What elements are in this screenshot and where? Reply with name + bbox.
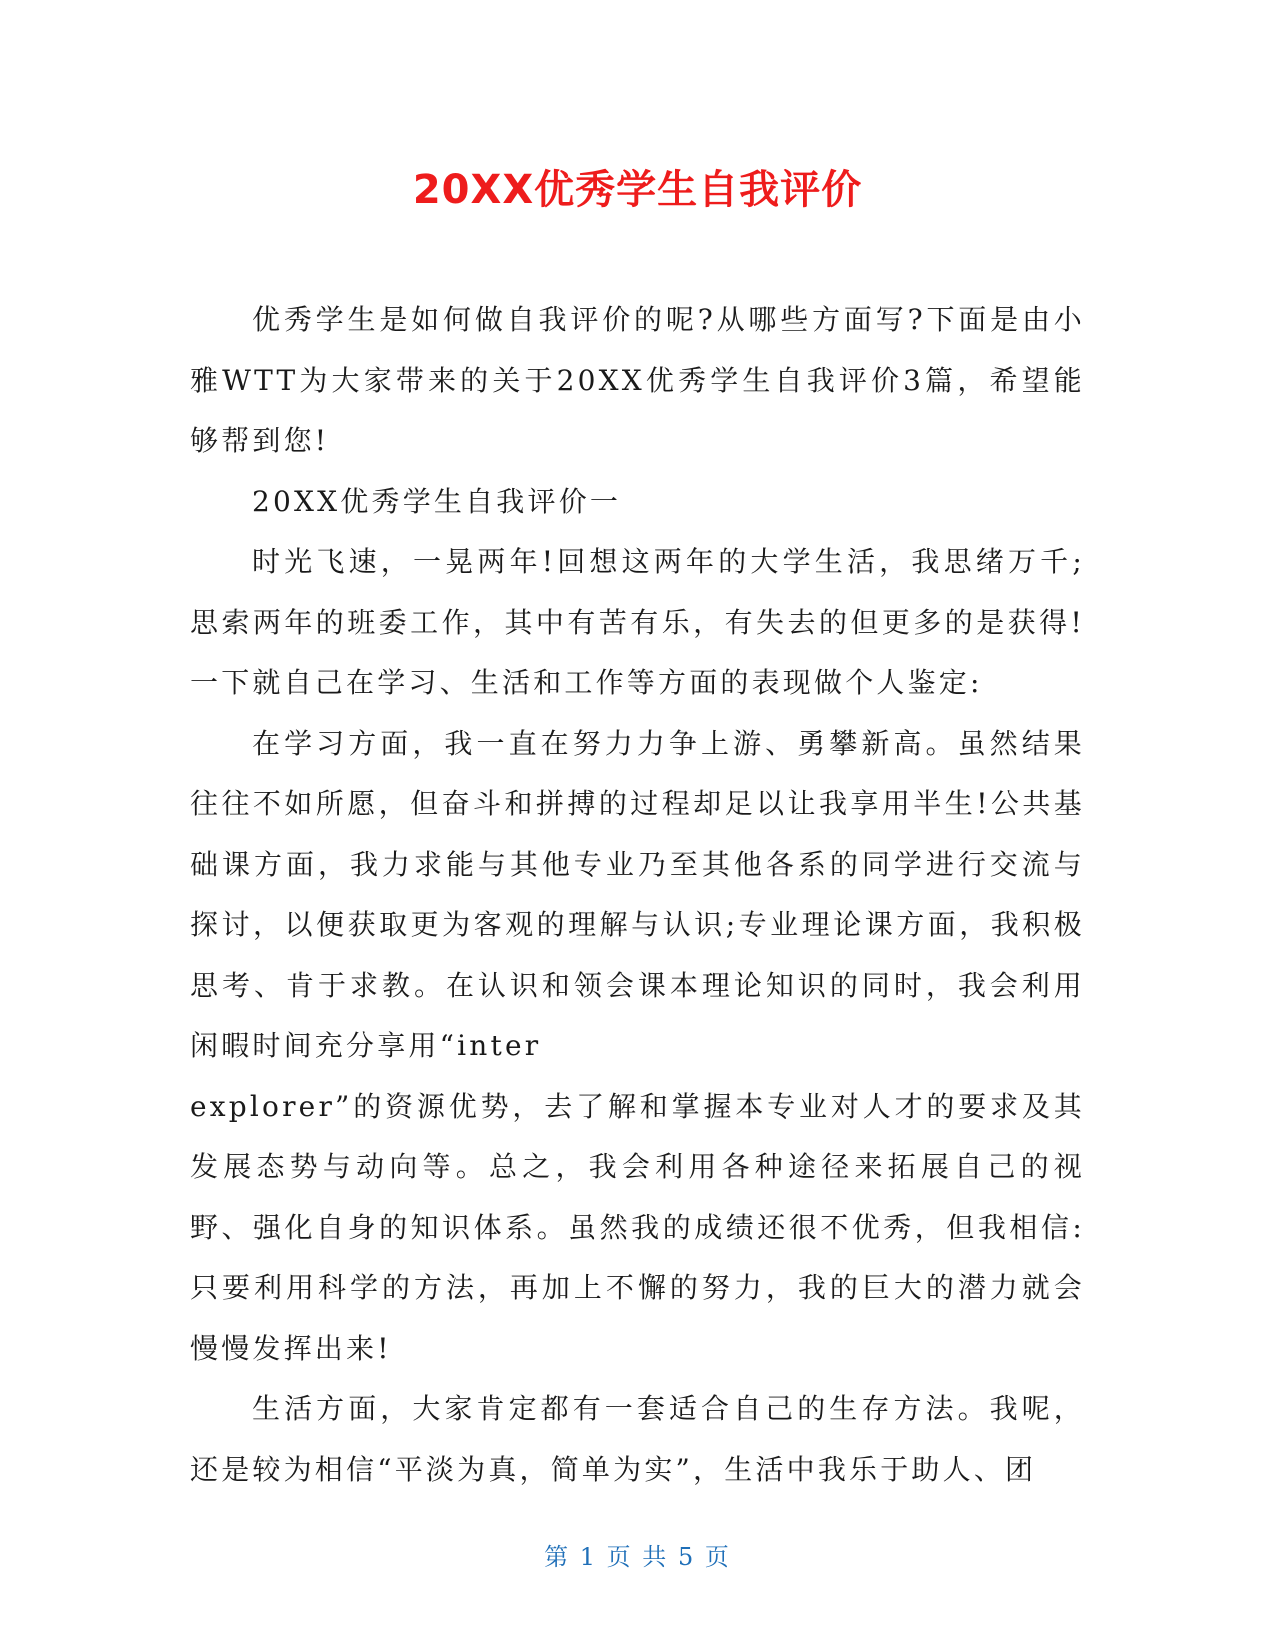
body-paragraph: 在学习方面，我一直在努力力争上游、勇攀新高。虽然结果往往不如所愿，但奋斗和拼搏的过程却足以让我享用半生!公共基础课方面，我力求能与其他专业乃至其他各系的同学进行交流与探讨，以便获取更为客观的理解与认识;专业理论课方面，我积极思考、肯于求教。在认识和领会课本理论知识的同时，我会利用闲暇时间充分享用“inter: [190, 726, 1085, 1062]
section-heading: 20XX优秀学生自我评价一: [252, 484, 622, 518]
body-paragraph: 时光飞速，一晃两年!回想这两年的大学生活，我思绪万千;思索两年的班委工作，其中有苦有乐，有失去的但更多的是获得!一下就自己在学习、生活和工作等方面的表现做个人鉴定:: [190, 545, 1085, 699]
body-paragraph: 生活方面，大家肯定都有一套适合自己的生存方法。我呢，还是较为相信“平淡为真，简单为实”，生活中我乐于助人、团: [190, 1392, 1085, 1486]
page-footer: 第 1 页 共 5 页: [544, 1543, 731, 1571]
body-paragraph-continued: explorer”的资源优势，去了解和掌握本专业对人才的要求及其发展态势与动向等。总之，我会利用各种途径来拓展自己的视野、强化自身的知识体系。虽然我的成绩还很不优秀，但我相信:只要利用科学的方法，再加上不懈的努力，我的巨大的潜力就会慢慢发挥出来!: [190, 1089, 1085, 1365]
document-title: 20XX优秀学生自我评价: [412, 167, 863, 213]
document-body: [190, 290, 1085, 1500]
intro-paragraph: 优秀学生是如何做自我评价的呢?从哪些方面写?下面是由小雅WTT为大家带来的关于20XX优秀学生自我评价3篇，希望能够帮到您!: [190, 303, 1085, 457]
